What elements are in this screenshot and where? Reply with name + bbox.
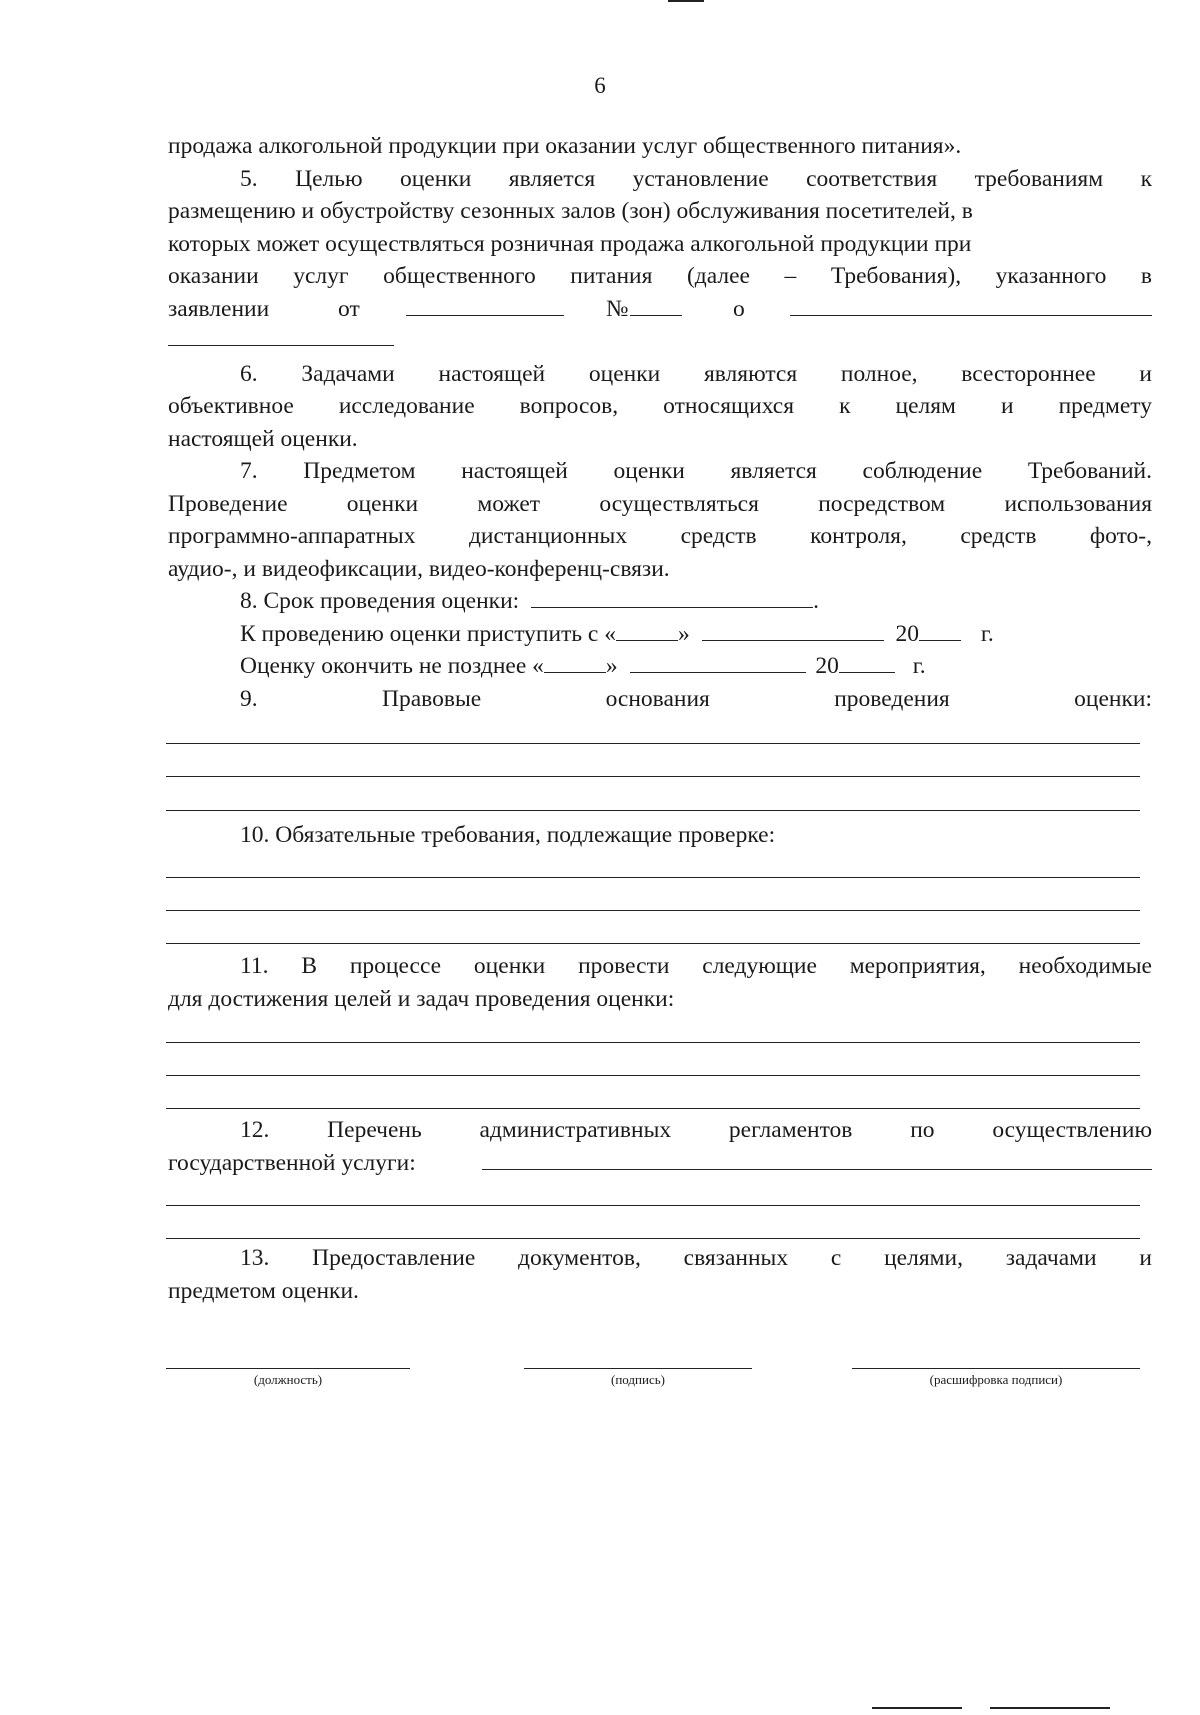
word-zayavlenii: заявлении (168, 295, 270, 322)
end-month-blank[interactable] (630, 650, 806, 673)
paragraph-4-continuation: продажа алкогольной продукции при оказании услуг общественного питания». (168, 133, 962, 159)
position-caption: (должность) (253, 1372, 323, 1387)
paragraph-8-end (168, 650, 1152, 683)
start-day-blank[interactable] (616, 618, 678, 641)
paragraph-7-line-3: программно-аппаратных дистанционных средств контроля, средств фото-, (168, 523, 1152, 549)
paragraph-12-line-1: 12. Перечень административных регламентов по осуществлению (240, 1117, 1152, 1143)
paragraph-8-start (168, 618, 1152, 651)
legal-basis-line-2[interactable] (166, 776, 1140, 777)
top-edge-mark (668, 0, 704, 2)
application-subject-blank[interactable] (790, 293, 1152, 316)
end-year-prefix: 20 (815, 653, 839, 679)
signature-caption: (подпись) (611, 1372, 665, 1387)
end-quote-close: » (605, 653, 618, 679)
paragraph-8-term (168, 585, 1152, 618)
paragraph-11-line-2: для достижения целей и задач проведения оценки: (168, 985, 675, 1012)
bottom-edge-mark-right (990, 1707, 1110, 1709)
requirements-line-2[interactable] (166, 910, 1140, 911)
p9-num: 9. (240, 685, 258, 712)
paragraph-7-line-1: 7. Предметом настоящей оценки является соблюдение Требований. (240, 458, 1152, 484)
application-number-blank[interactable] (630, 293, 682, 316)
paragraph-6-line-3: настоящей оценки. (168, 425, 358, 452)
start-year-prefix: 20 (895, 620, 919, 647)
legal-basis-line-3[interactable] (166, 810, 1140, 811)
p9-word-2: основания (605, 685, 710, 712)
measures-line-1[interactable] (166, 1042, 1140, 1043)
requirements-line-3[interactable] (166, 943, 1140, 944)
start-month-blank[interactable] (702, 618, 884, 641)
measures-line-2[interactable] (166, 1075, 1140, 1076)
paragraph-13-block (168, 1242, 1152, 1307)
start-prefix: К проведению оценки приступить с « (240, 620, 616, 647)
term-label: 8. Срок проведения оценки: (240, 588, 520, 614)
paragraph-6-line-2: объективное исследование вопросов, относящихся к целям и предмету (168, 393, 1152, 419)
application-subject-blank-cont[interactable] (168, 323, 394, 346)
paragraph-10-label: 10. Обязательные требования, подлежащие проверке: (240, 822, 776, 848)
decoding-caption: (расшифровка подписи) (929, 1372, 1063, 1387)
end-year-suffix: г. (912, 653, 926, 679)
paragraph-11-block (168, 950, 1152, 1015)
start-quote-close: » (678, 620, 690, 647)
regulations-line-3[interactable] (166, 1238, 1140, 1239)
paragraph-5-line-2: размещению и обустройству сезонных залов (зон) обслуживания посетителей, в (168, 198, 973, 224)
paragraph-11-line-1: 11. В процессе оценки провести следующие мероприятия, необходимые (240, 953, 1152, 979)
term-period: . (813, 588, 819, 614)
regulations-blank-inline[interactable] (482, 1147, 1152, 1170)
application-date-blank[interactable] (406, 293, 564, 316)
paragraph-12-block (168, 1114, 1152, 1179)
bottom-edge-mark-left (872, 1707, 962, 1709)
paragraph-5-line-1 (168, 163, 1152, 196)
p9-word-3: проведения (834, 685, 950, 712)
paragraph-10-block (168, 819, 1152, 852)
paragraph-13-line-1: 13. Предоставление документов, связанных с целями, задачами и (240, 1245, 1152, 1271)
end-year-blank[interactable] (839, 650, 895, 673)
page-number: 6 (594, 73, 606, 98)
paragraph-12-label: государственной услуги: (168, 1149, 416, 1176)
paragraph-5-line-3: которых может осуществляться розничная продажа алкогольной продукции при (168, 230, 972, 257)
end-prefix: Оценку окончить не позднее « (240, 653, 544, 679)
decoding-signature-line[interactable] (852, 1368, 1140, 1369)
paragraph-12-line-2 (168, 1147, 1152, 1180)
paragraph-7-line-2: Проведение оценки может осуществляться посредством использования (168, 490, 1152, 517)
legal-basis-line-1[interactable] (166, 743, 1140, 744)
p5-text: 5. Целью оценки является установление соответствия требованиям к (240, 165, 1152, 192)
signature-line[interactable] (524, 1368, 752, 1369)
requirements-line-1[interactable] (166, 877, 1140, 878)
paragraph-5-line-4: оказании услуг общественного питания (далее – Требования), указанного в (168, 263, 1152, 289)
position-signature-line[interactable] (166, 1368, 410, 1369)
word-o: о (733, 295, 745, 322)
p9-word-4: оценки: (1074, 685, 1152, 712)
measures-line-3[interactable] (166, 1108, 1140, 1109)
start-year-blank[interactable] (919, 618, 961, 641)
paragraph-5-line-5 (168, 293, 1152, 326)
paragraph-6-line-1: 6. Задачами настоящей оценки являются полное, всестороннее и (240, 360, 1152, 387)
start-year-suffix: г. (980, 620, 994, 647)
word-ot: от (338, 295, 360, 322)
paragraph-13-line-2: предметом оценки. (168, 1277, 359, 1304)
paragraph-5-line-6 (168, 325, 1152, 358)
word-number-sign: № (606, 295, 629, 322)
end-day-blank[interactable] (544, 650, 606, 673)
regulations-line-2[interactable] (166, 1205, 1140, 1206)
document-body (168, 130, 1152, 715)
term-blank[interactable] (531, 585, 813, 608)
paragraph-7-line-4: аудио-, и видеофиксации, видео-конференц-связи. (168, 555, 670, 582)
p9-word-1: Правовые (382, 685, 482, 712)
paragraph-9-heading (168, 683, 1152, 716)
